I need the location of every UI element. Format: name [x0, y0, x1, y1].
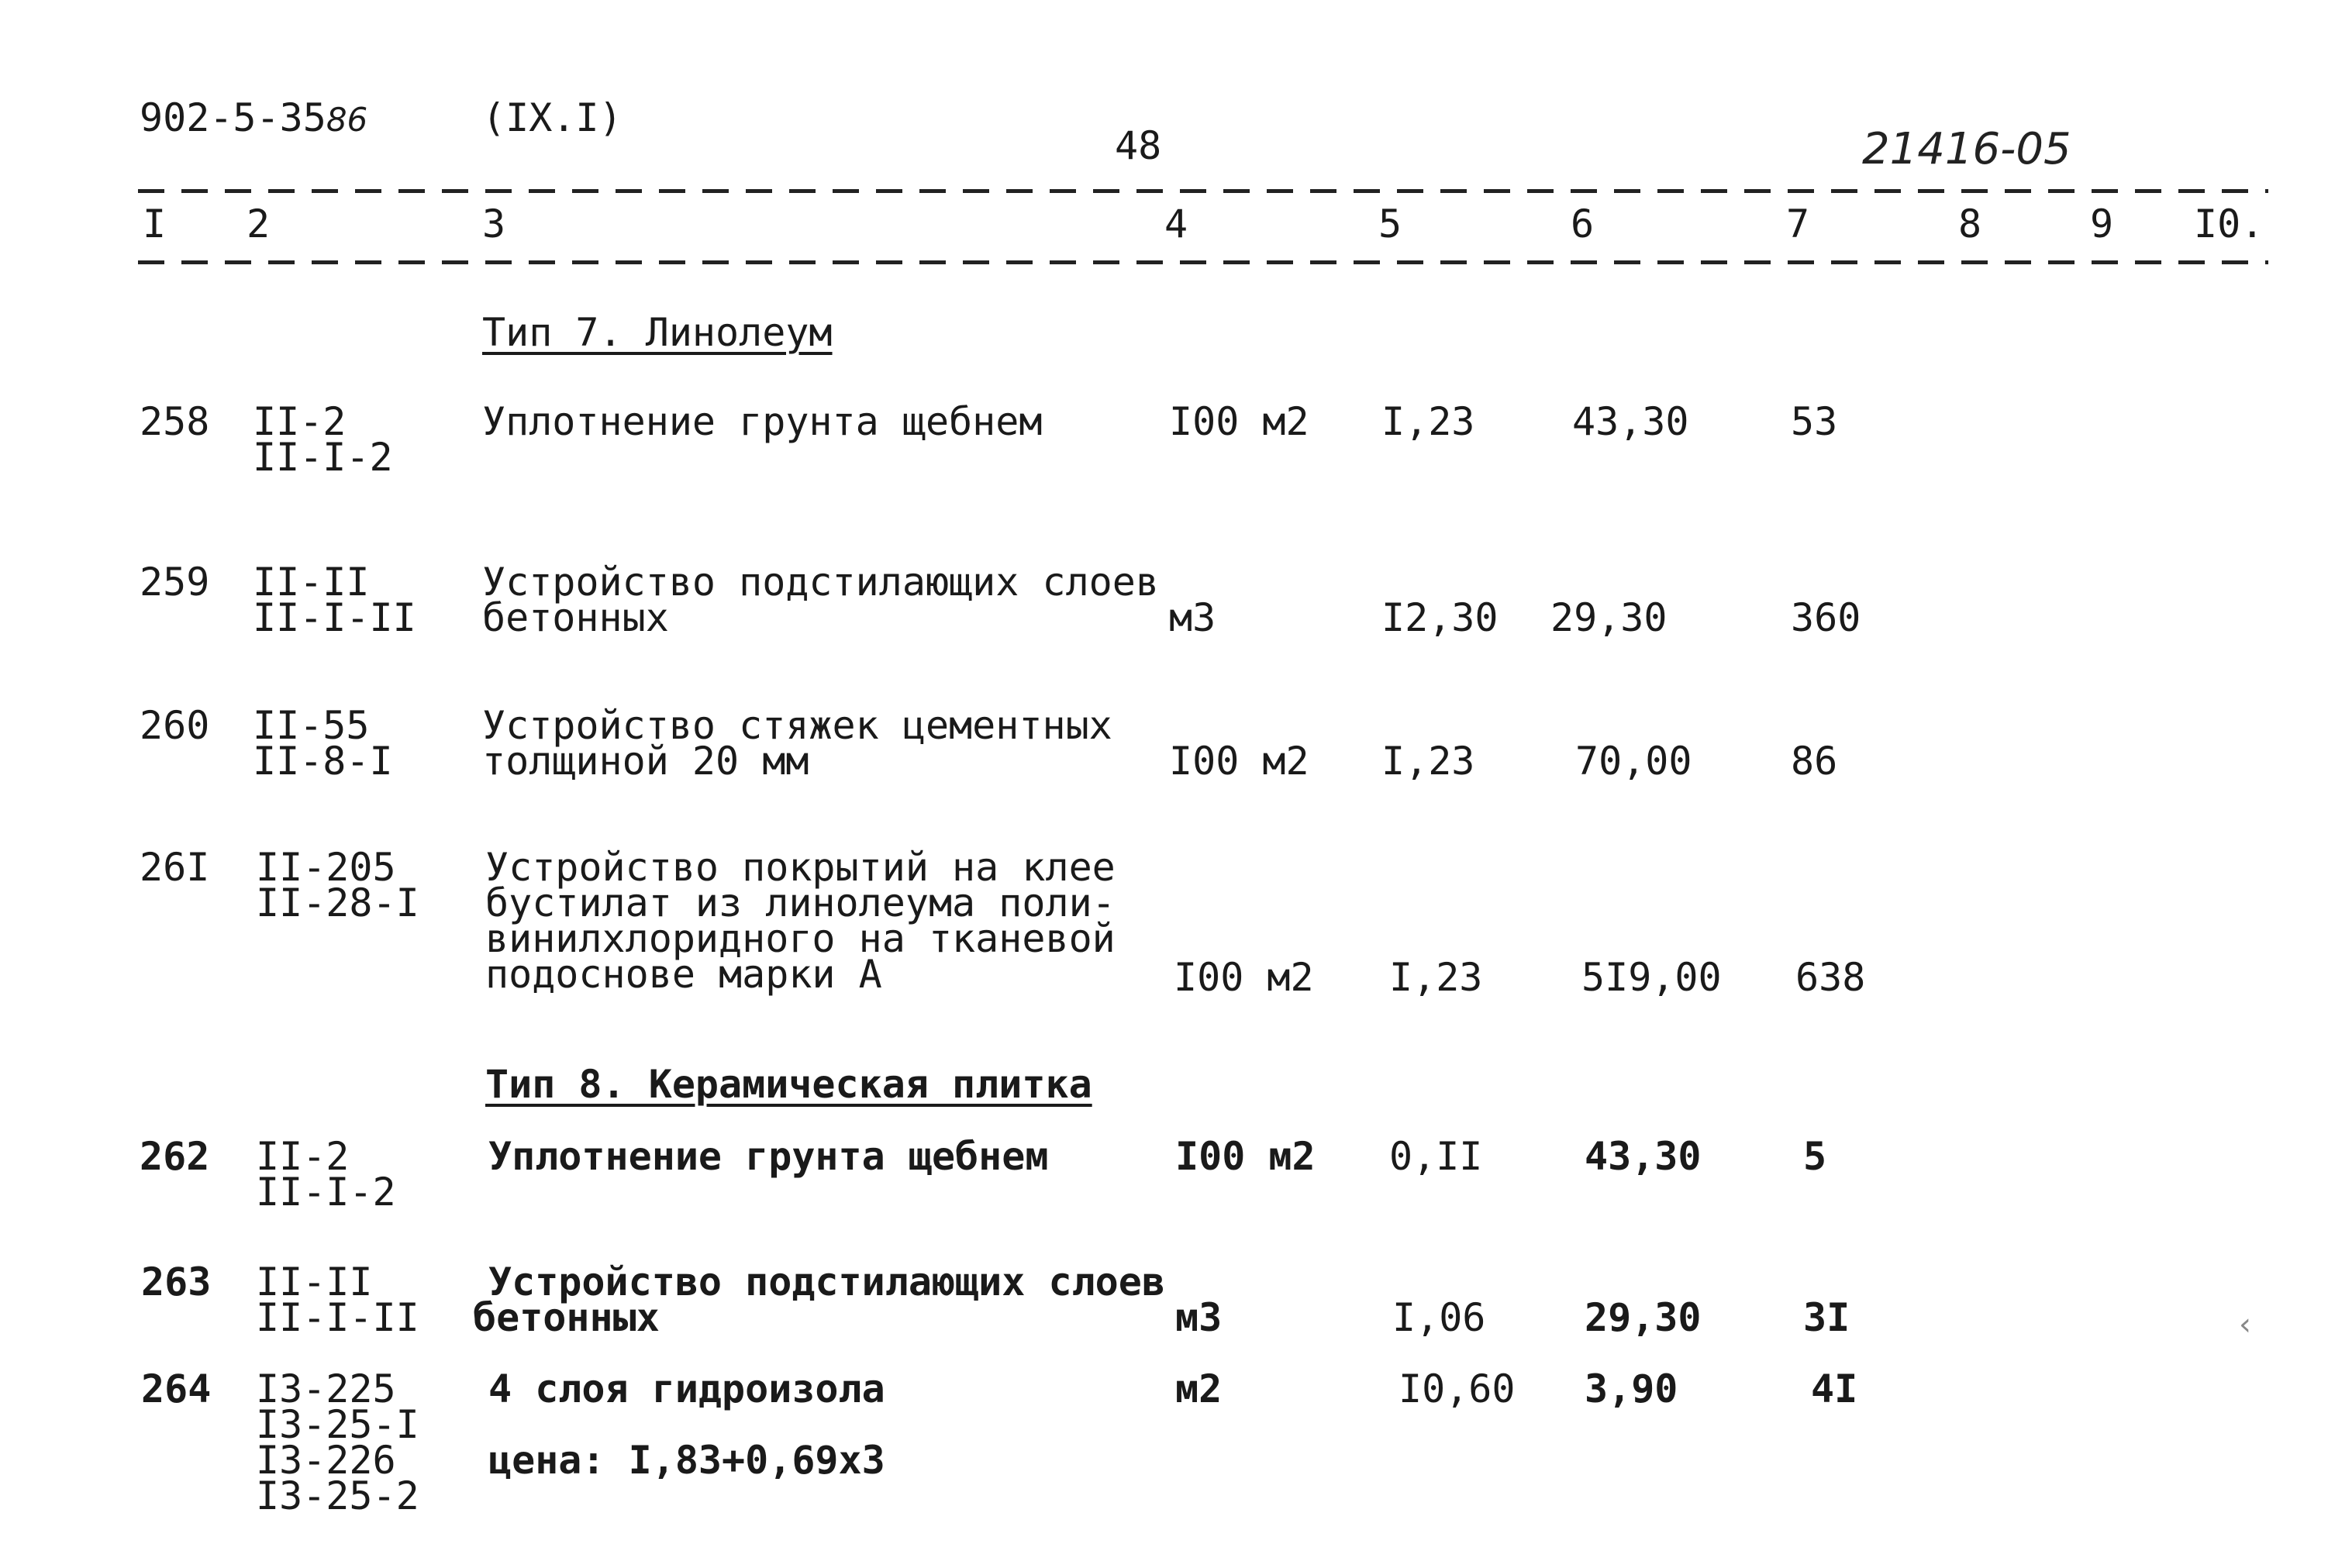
row-quantity: I,06 — [1392, 1295, 1486, 1340]
row-number: 262 — [140, 1134, 210, 1179]
section-title: Тип 8. Керамическая плитка — [485, 1062, 1092, 1107]
row-number: 259 — [140, 560, 210, 605]
row-number: 260 — [140, 703, 210, 748]
col-header-8: 8 — [1958, 202, 1982, 246]
document-code — [140, 95, 368, 140]
row-code: II-II — [256, 1260, 373, 1304]
row-description: Уплотнение грунта щебнем — [488, 1134, 1049, 1179]
row-code: II-55 — [253, 703, 370, 748]
row-code: I3-226 — [256, 1438, 396, 1483]
row-code: I3-25-2 — [256, 1473, 419, 1518]
archive-stamp: 21416-05 — [1862, 124, 2071, 174]
header-divider-bottom — [138, 260, 2268, 264]
row-code: II-II — [253, 560, 370, 605]
row-description: Устройство подстилающих слоев — [488, 1260, 1165, 1304]
row-description: 4 слоя гидроизола — [488, 1366, 885, 1411]
row-total: 53 — [1791, 399, 1838, 444]
row-description: бетонных — [482, 595, 669, 640]
row-unit: м3 — [1169, 595, 1216, 640]
row-unit: I00 м2 — [1169, 739, 1309, 784]
row-quantity: I,23 — [1381, 399, 1475, 444]
row-total: 5 — [1803, 1134, 1827, 1179]
row-quantity: 0,II — [1389, 1134, 1483, 1179]
page-number: 48 — [1115, 123, 1162, 168]
col-header-2: 2 — [247, 202, 271, 246]
row-quantity: I,23 — [1381, 739, 1475, 784]
row-number: 258 — [140, 399, 210, 444]
row-code: II-2 — [256, 1134, 350, 1179]
row-unit-price: 43,30 — [1585, 1134, 1702, 1179]
section-title: Тип 7. Линолеум — [482, 310, 833, 355]
document-code-handwritten: 86 — [326, 101, 368, 139]
col-header-10: I0. — [2194, 202, 2264, 246]
row-description: Устройство покрытий на клее — [485, 845, 1116, 890]
row-unit-price: 29,30 — [1550, 595, 1668, 640]
row-unit-price: 29,30 — [1585, 1295, 1702, 1340]
row-price-note: цена: I,83+0,69х3 — [488, 1438, 885, 1483]
col-header-7: 7 — [1786, 202, 1810, 246]
row-number: 263 — [141, 1260, 212, 1304]
row-code: II-28-I — [256, 880, 419, 925]
row-unit-price: 70,00 — [1575, 739, 1692, 784]
row-unit: м2 — [1175, 1366, 1223, 1411]
row-description: Устройство стяжек цементных — [482, 703, 1112, 748]
col-header-4: 4 — [1164, 202, 1188, 246]
row-unit-price: 5I9,00 — [1581, 955, 1722, 1000]
row-description: Устройство подстилающих слоев — [482, 560, 1159, 605]
row-code: I3-25-I — [256, 1402, 419, 1447]
row-unit: I00 м2 — [1175, 1134, 1316, 1179]
col-header-1: I — [143, 202, 167, 246]
row-quantity: I2,30 — [1381, 595, 1499, 640]
col-header-3: 3 — [482, 202, 506, 246]
row-unit: I00 м2 — [1169, 399, 1309, 444]
header-divider-top — [138, 189, 2268, 193]
row-total: 4I — [1811, 1366, 1858, 1411]
row-description: подоснове марки А — [485, 952, 882, 997]
document-code-typed: 902-5-35 — [140, 95, 326, 140]
row-description: бустилат из линолеума поли- — [485, 880, 1116, 925]
col-header-6: 6 — [1571, 202, 1595, 246]
row-code: II-8-I — [253, 739, 393, 784]
row-unit: I00 м2 — [1174, 955, 1314, 1000]
row-unit: м3 — [1175, 1295, 1223, 1340]
row-code: I3-225 — [256, 1366, 396, 1411]
row-code: II-I-2 — [253, 435, 393, 480]
section-code: (IX.I) — [482, 95, 623, 140]
row-unit-price: 3,90 — [1585, 1366, 1678, 1411]
row-number: 26I — [140, 845, 210, 890]
row-unit-price: 43,30 — [1572, 399, 1689, 444]
row-description: Уплотнение грунта щебнем — [482, 399, 1043, 444]
row-number: 264 — [141, 1366, 212, 1411]
row-quantity: I0,60 — [1399, 1366, 1516, 1411]
row-code: II-2 — [253, 399, 347, 444]
row-quantity: I,23 — [1389, 955, 1483, 1000]
scan-mark: ‹ — [2239, 1307, 2251, 1342]
row-code: II-I-II — [253, 595, 416, 640]
row-code: II-205 — [256, 845, 396, 890]
row-description: винилхлоридного на тканевой — [485, 916, 1116, 961]
row-total: 638 — [1795, 955, 1866, 1000]
row-code: II-I-2 — [256, 1170, 396, 1215]
row-description: толщиной 20 мм — [482, 739, 809, 784]
row-total: 3I — [1803, 1295, 1850, 1340]
col-header-9: 9 — [2090, 202, 2114, 246]
row-total: 360 — [1791, 595, 1861, 640]
row-description: бетонных — [473, 1295, 660, 1340]
row-code: II-I-II — [256, 1295, 419, 1340]
col-header-5: 5 — [1378, 202, 1402, 246]
row-total: 86 — [1791, 739, 1838, 784]
